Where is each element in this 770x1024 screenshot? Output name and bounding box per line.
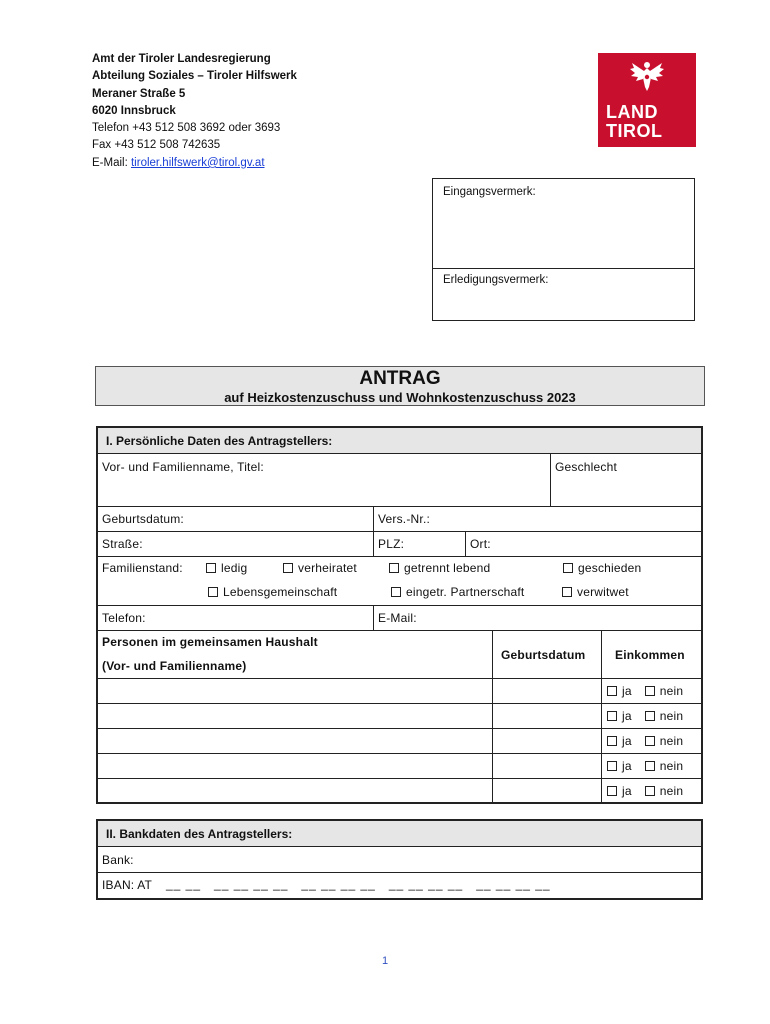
address-line: Abteilung Soziales – Tiroler Hilfswerk xyxy=(92,70,297,83)
form-title-box xyxy=(95,366,705,406)
household-dob-header: Geburtsdatum xyxy=(501,648,586,662)
city-field[interactable] xyxy=(466,532,701,556)
checkbox-icon xyxy=(645,786,655,796)
income-yes-checkbox[interactable]: ja xyxy=(607,784,632,798)
section-heading: II. Bankdaten des Antragstellers: xyxy=(98,821,701,847)
phone-label: Telefon: xyxy=(102,611,146,625)
section-personal-data xyxy=(96,426,703,804)
checkbox-icon xyxy=(283,563,293,573)
household-name-field[interactable] xyxy=(99,679,492,703)
dob-label: Geburtsdatum: xyxy=(102,512,184,526)
gender-field[interactable] xyxy=(551,455,701,505)
city-label: Ort: xyxy=(470,537,491,551)
checkbox-verheiratet[interactable]: verheiratet xyxy=(283,561,357,575)
income-no-checkbox[interactable]: nein xyxy=(645,759,684,773)
household-dob-field[interactable] xyxy=(493,704,601,728)
checkbox-icon xyxy=(645,736,655,746)
checkbox-icon xyxy=(645,711,655,721)
income-yes-checkbox[interactable]: ja xyxy=(607,684,632,698)
checkbox-ledig[interactable]: ledig xyxy=(206,561,247,575)
email-link[interactable]: tiroler.hilfswerk@tirol.gv.at xyxy=(130,156,265,169)
income-no-checkbox[interactable]: nein xyxy=(645,709,684,723)
address-line: 6020 Innsbruck xyxy=(92,104,176,117)
income-no-checkbox[interactable]: nein xyxy=(645,684,684,698)
section-heading: I. Persönliche Daten des Antragstellers: xyxy=(98,428,701,454)
logo-text-land: LAND xyxy=(606,102,658,122)
income-yes-checkbox[interactable]: ja xyxy=(607,759,632,773)
checkbox-getrennt[interactable]: getrennt lebend xyxy=(389,561,490,575)
iban-field[interactable]: __ __ __ __ __ __ __ __ __ __ __ __ __ __ __ __ __ __ xyxy=(166,877,551,891)
sender-address xyxy=(92,51,297,172)
email-label: E-Mail: xyxy=(378,611,417,625)
checkbox-icon xyxy=(645,686,655,696)
household-name-field[interactable] xyxy=(99,704,492,728)
household-header: Personen im gemeinsamen Haushalt xyxy=(102,635,318,649)
logo-text-tirol: TIROL xyxy=(606,121,663,141)
eagle-icon xyxy=(628,59,666,93)
checkbox-geschieden[interactable]: geschieden xyxy=(563,561,641,575)
checkbox-verwitwet[interactable]: verwitwet xyxy=(562,585,629,599)
household-name-field[interactable] xyxy=(99,754,492,778)
svnr-label: Vers.-Nr.: xyxy=(378,512,431,526)
checkbox-icon xyxy=(389,563,399,573)
checkbox-icon xyxy=(391,587,401,597)
household-dob-field[interactable] xyxy=(493,779,601,802)
checkbox-partnerschaft[interactable]: eingetr. Partnerschaft xyxy=(391,585,524,599)
email-line xyxy=(92,155,297,172)
form-subtitle: auf Heizkostenzuschuss und Wohnkostenzuschuss 2023 xyxy=(224,390,576,405)
marital-status-label: Familienstand: xyxy=(102,561,183,575)
dob-field[interactable] xyxy=(99,507,372,531)
plz-field[interactable] xyxy=(374,532,464,556)
checkbox-icon xyxy=(607,711,617,721)
household-dob-field[interactable] xyxy=(493,754,601,778)
checkbox-icon xyxy=(563,563,573,573)
name-label: Vor- und Familienname, Titel: xyxy=(102,460,264,474)
checkbox-icon xyxy=(562,587,572,597)
checkbox-icon xyxy=(607,686,617,696)
checkbox-icon xyxy=(607,761,617,771)
address-line: Telefon +43 512 508 3692 oder 3693 xyxy=(92,122,281,135)
checkbox-icon xyxy=(206,563,216,573)
household-dob-field[interactable] xyxy=(493,729,601,753)
completion-note-label: Erledigungsvermerk: xyxy=(443,274,549,286)
household-subheader: (Vor- und Familienname) xyxy=(102,659,247,673)
household-name-field[interactable] xyxy=(99,779,492,802)
checkbox-icon xyxy=(208,587,218,597)
svnr-field[interactable] xyxy=(374,507,701,531)
office-use-box xyxy=(432,178,695,321)
bank-field[interactable] xyxy=(99,848,700,872)
income-yes-checkbox[interactable]: ja xyxy=(607,734,632,748)
address-line: Fax +43 512 508 742635 xyxy=(92,139,221,152)
email-field[interactable] xyxy=(374,606,701,630)
bank-label: Bank: xyxy=(102,853,134,867)
income-yes-checkbox[interactable]: ja xyxy=(607,709,632,723)
checkbox-lebensgemeinschaft[interactable]: Lebensgemeinschaft xyxy=(208,585,337,599)
household-dob-field[interactable] xyxy=(493,679,601,703)
checkbox-icon xyxy=(607,736,617,746)
street-field[interactable] xyxy=(99,532,372,556)
checkbox-icon xyxy=(645,761,655,771)
iban-label: IBAN: AT xyxy=(102,878,153,892)
email-label: E-Mail: xyxy=(92,156,128,169)
gender-label: Geschlecht xyxy=(555,460,618,474)
income-no-checkbox[interactable]: nein xyxy=(645,734,684,748)
household-income-header: Einkommen xyxy=(615,648,685,662)
plz-label: PLZ: xyxy=(378,537,405,551)
street-label: Straße: xyxy=(102,537,143,551)
address-line: Meraner Straße 5 xyxy=(92,87,186,100)
form-title: ANTRAG xyxy=(359,368,441,389)
entry-note-label: Eingangsvermerk: xyxy=(443,186,536,198)
name-field[interactable] xyxy=(99,455,549,505)
address-line: Amt der Tiroler Landesregierung xyxy=(92,53,271,65)
page-number: 1 xyxy=(381,955,389,967)
household-name-field[interactable] xyxy=(99,729,492,753)
land-tirol-logo xyxy=(598,53,696,147)
income-no-checkbox[interactable]: nein xyxy=(645,784,684,798)
phone-field[interactable] xyxy=(99,606,372,630)
section-bank-data xyxy=(96,819,703,900)
checkbox-icon xyxy=(607,786,617,796)
